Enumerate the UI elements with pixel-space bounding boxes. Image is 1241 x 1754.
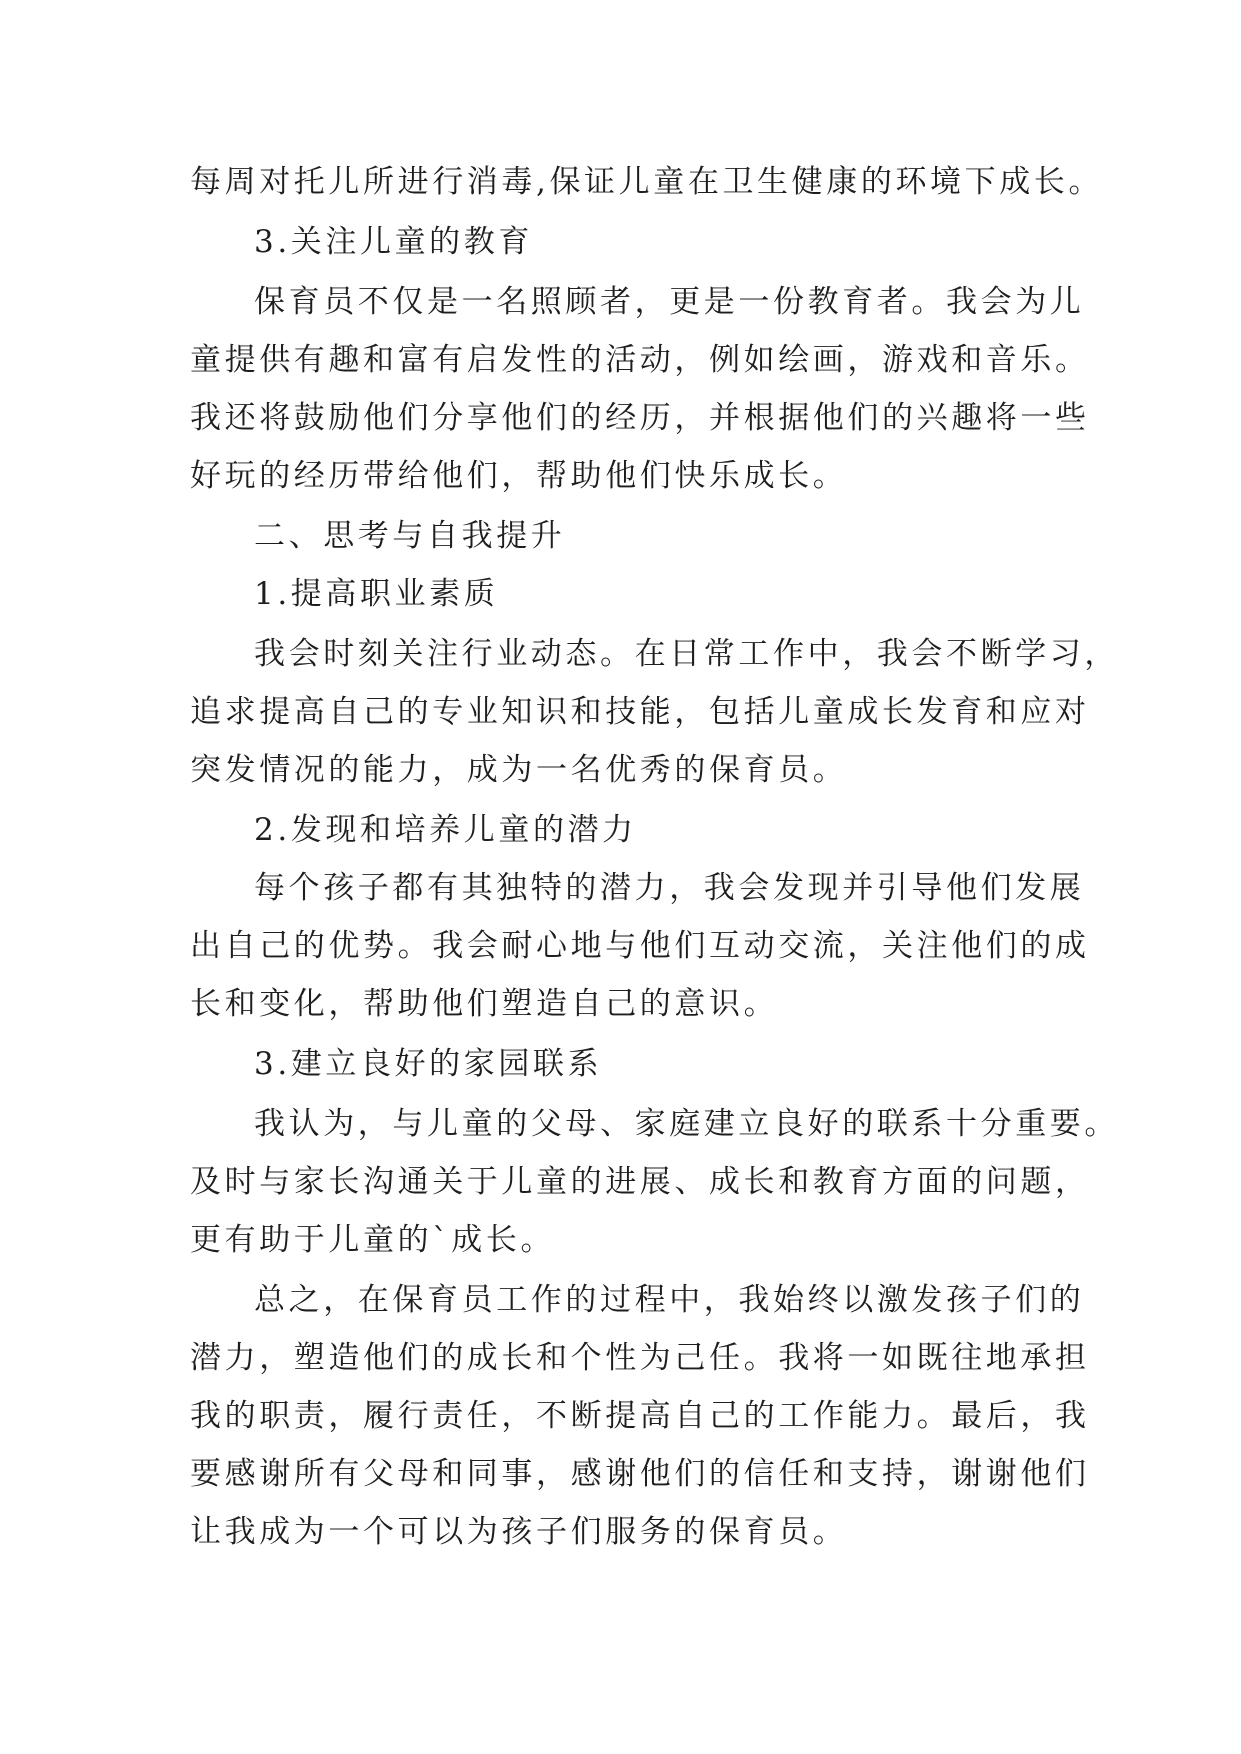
section-heading: 3.关注儿童的教育: [254, 224, 533, 260]
text-line: 童提供有趣和富有启发性的活动，例如绘画，游戏和音乐。: [190, 342, 1090, 378]
text-line: 我还将鼓励他们分享他们的经历，并根据他们的兴趣将一些: [190, 400, 1090, 436]
text-line: 我认为，与儿童的父母、家庭建立良好的联系十分重要。: [254, 1106, 1119, 1142]
text-line: 更有助于儿童的`成长。: [190, 1222, 556, 1258]
text-line: 出自己的优势。我会耐心地与他们互动交流，关注他们的成: [190, 928, 1090, 964]
text-line: 我会时刻关注行业动态。在日常工作中，我会不断学习，: [254, 636, 1119, 672]
section-heading: 1.提高职业素质: [254, 576, 499, 612]
text-line: 我的职责，履行责任，不断提高自己的工作能力。最后，我: [190, 1398, 1090, 1434]
text-line: 每个孩子都有其独特的潜力，我会发现并引导他们发展: [254, 870, 1085, 906]
section-heading: 3.建立良好的家园联系: [254, 1046, 603, 1082]
text-line: 追求提高自己的专业知识和技能，包括儿童成长发育和应对: [190, 694, 1090, 730]
section-heading: 二、思考与自我提升: [254, 518, 566, 554]
text-line: 总之，在保育员工作的过程中，我始终以激发孩子们的: [254, 1282, 1085, 1318]
text-line: 每周对托儿所进行消毒,保证儿童在卫生健康的环境下成长。: [190, 164, 1104, 200]
section-heading: 2.发现和培养儿童的潜力: [254, 812, 637, 848]
text-line: 突发情况的能力，成为一名优秀的保育员。: [190, 752, 848, 788]
text-line: 好玩的经历带给他们，帮助他们快乐成长。: [190, 458, 848, 494]
text-line: 及时与家长沟通关于儿童的进展、成长和教育方面的问题，: [190, 1164, 1090, 1200]
text-line: 要感谢所有父母和同事，感谢他们的信任和支持，谢谢他们: [190, 1456, 1090, 1492]
text-line: 保育员不仅是一名照顾者，更是一份教育者。我会为儿: [254, 284, 1085, 320]
text-line: 长和变化，帮助他们塑造自己的意识。: [190, 986, 779, 1022]
text-line: 潜力，塑造他们的成长和个性为己任。我将一如既往地承担: [190, 1340, 1090, 1376]
text-line: 让我成为一个可以为孩子们服务的保育员。: [190, 1514, 848, 1550]
